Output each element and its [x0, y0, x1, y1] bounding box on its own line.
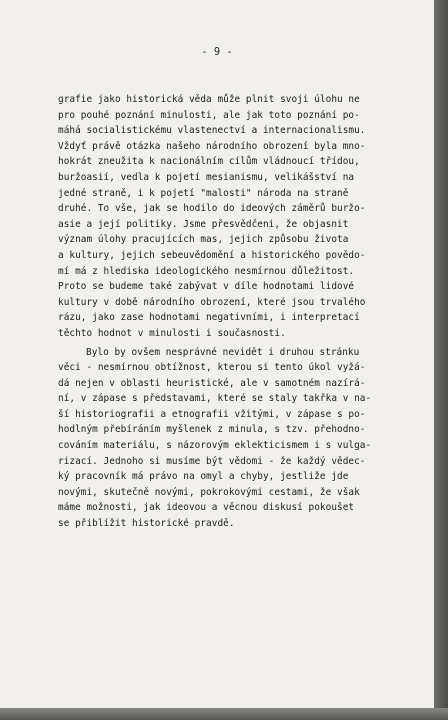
text-line: pro pouhé poznání minulosti, ale jak toto poznání po- — [58, 109, 360, 121]
text-line: cováním materiálu, s názorovým eklekticismem i s vulga- — [58, 440, 372, 452]
scan-background-edge-bottom — [0, 708, 448, 720]
text-line: druhé. To vše, jak se hodilo do ideových záměrů buržo- — [58, 203, 366, 215]
paragraph — [58, 92, 388, 342]
text-line: grafie jako historická věda může plnit svoji úlohu ne — [58, 94, 360, 105]
text-line: význam úlohy pracujících mas, jejich způsobu života — [58, 234, 349, 246]
text-line: ký pracovník má právo na omyl a chyby, jestliže jde — [58, 471, 349, 483]
text-line: se přiblížit historické pravdě. — [58, 518, 235, 530]
text-line: ní, v zápase s představami, které se staly takřka v na- — [58, 393, 372, 405]
page-number: - 9 - — [201, 46, 233, 58]
text-line: máhá socialistickému vlastenectví a internacionalismu. — [58, 125, 366, 137]
text-line: Bylo by ovšem nesprávné nevidět i druhou stránku — [86, 346, 360, 358]
text-line: rizací. Jednoho si musíme být vědomi - že každý vědec- — [58, 455, 366, 467]
text-line: Vždyť právě otázka našeho národního obrození byla mno- — [58, 140, 366, 152]
text-line: novými, skutečně novými, pokrokovými cestami, že však — [58, 486, 360, 498]
text-line: buržoasií, vedla k pojetí mesianismu, velikášství na — [58, 171, 355, 183]
text-line: hodlným přebíráním myšlenek z minula, s tzv. přehodno- — [58, 424, 366, 436]
text-line: asie a její politiky. Jsme přesvědčeni, že objasnit — [58, 218, 349, 230]
text-line: ší historiografii a etnografii vžitými, v zápase s po- — [58, 408, 366, 420]
text-line: rázu, jako zase hodnotami negativními, i interpretací — [58, 312, 360, 324]
text-line: jedné straně, i k pojetí "malosti" národa na straně — [58, 187, 349, 199]
text-line: hokrát zneužita k nacionálním cílům vládnoucí třídou, — [58, 156, 360, 168]
text-line: Proto se budeme také zabývat v díle hodnotami lidové — [58, 281, 355, 293]
body-text — [58, 92, 388, 532]
text-line: těchto hodnot v minulosti i současnosti. — [58, 327, 286, 339]
text-line: a kultury, jejich sebeuvědomění a historického povědo- — [58, 249, 366, 261]
text-line: mí má z hlediska ideologického nesmírnou důležitost. — [58, 265, 355, 277]
text-line: věci - nesmírnou obtížnost, kterou si tento úkol vyžá- — [58, 362, 366, 374]
paragraph — [58, 345, 388, 532]
scan-background-edge — [434, 0, 448, 720]
text-line: dá nejen v oblasti heuristické, ale v samotném nazírá- — [58, 377, 366, 389]
text-line: máme možnosti, jak ideovou a věcnou diskusí pokoušet — [58, 502, 355, 514]
text-line: kultury v době národního obrození, které jsou trvalého — [58, 296, 366, 308]
